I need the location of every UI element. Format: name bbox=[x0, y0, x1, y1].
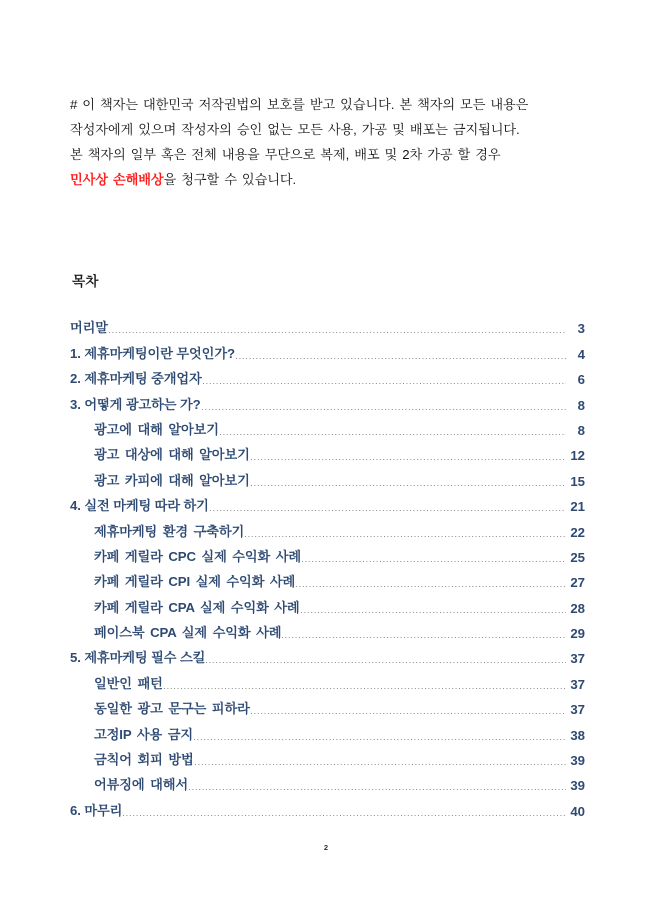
toc-entry[interactable] bbox=[70, 338, 585, 363]
toc-entry[interactable] bbox=[70, 719, 585, 744]
toc-entry-label: 4. 실전 마케팅 따라 하기 bbox=[70, 498, 209, 514]
toc-entry-page-number: 39 bbox=[570, 778, 585, 794]
toc-dot-leader bbox=[189, 789, 566, 790]
toc-entry[interactable] bbox=[70, 795, 585, 820]
toc-entry-page-number: 28 bbox=[570, 600, 585, 616]
toc-dot-leader bbox=[302, 561, 566, 562]
toc-entry-page-number: 21 bbox=[570, 499, 585, 515]
toc-entry-label: 페이스북 CPA 실제 수익화 사례 bbox=[94, 625, 282, 641]
notice-text: 을 청구할 수 있습니다. bbox=[163, 172, 297, 187]
toc-entry-page-number: 6 bbox=[577, 372, 585, 388]
toc-dot-leader bbox=[251, 485, 566, 486]
toc-entry[interactable] bbox=[70, 770, 585, 795]
toc-entry-label: 카페 게릴라 CPA 실제 수익화 사례 bbox=[94, 599, 300, 615]
toc-entry[interactable] bbox=[70, 465, 585, 490]
toc-entry-page-number: 38 bbox=[570, 727, 585, 743]
toc-entry-page-number: 37 bbox=[570, 676, 585, 692]
toc-entry[interactable] bbox=[70, 313, 585, 338]
notice-text: 본 책자의 일부 혹은 전체 내용을 무단으로 복제, 배포 및 2차 가공 할 경우 bbox=[70, 147, 501, 162]
toc-entry[interactable] bbox=[70, 491, 585, 516]
toc-entry-label: 광고 카피에 대해 알아보기 bbox=[94, 472, 250, 488]
toc-entry-label: 금칙어 회피 방법 bbox=[94, 752, 194, 768]
toc-dot-leader bbox=[251, 459, 566, 460]
toc-entry[interactable] bbox=[70, 440, 585, 465]
toc-entry-page-number: 29 bbox=[570, 626, 585, 642]
toc-entry[interactable] bbox=[70, 668, 585, 693]
toc-heading: 목차 bbox=[72, 274, 99, 289]
toc-entry[interactable] bbox=[70, 618, 585, 643]
toc-entry-label: 머리말 bbox=[70, 320, 108, 336]
toc-entry-page-number: 15 bbox=[570, 473, 585, 489]
toc-dot-leader bbox=[245, 536, 566, 537]
table-of-contents bbox=[70, 313, 585, 821]
toc-dot-leader bbox=[202, 409, 566, 410]
toc-entry-page-number: 4 bbox=[577, 346, 585, 362]
toc-dot-leader bbox=[206, 662, 566, 663]
toc-dot-leader bbox=[282, 637, 566, 638]
toc-entry[interactable] bbox=[70, 567, 585, 592]
toc-entry[interactable] bbox=[70, 643, 585, 668]
toc-entry-label: 광고에 대해 알아보기 bbox=[94, 421, 219, 437]
toc-entry-label: 고정IP 사용 금지 bbox=[94, 726, 193, 742]
toc-entry-page-number: 37 bbox=[570, 702, 585, 718]
toc-entry-page-number: 8 bbox=[577, 422, 585, 438]
toc-dot-leader bbox=[109, 332, 566, 333]
toc-entry-page-number: 27 bbox=[570, 575, 585, 591]
toc-entry[interactable] bbox=[70, 389, 585, 414]
toc-entry-label: 3. 어떻게 광고하는 가? bbox=[70, 396, 201, 412]
toc-entry-label: 6. 마무리 bbox=[70, 802, 123, 818]
toc-dot-leader bbox=[296, 586, 566, 587]
toc-dot-leader bbox=[236, 358, 566, 359]
toc-entry-page-number: 22 bbox=[570, 524, 585, 540]
toc-dot-leader bbox=[203, 383, 566, 384]
toc-entry-label: 2. 제휴마케팅 중개업자 bbox=[70, 371, 202, 387]
toc-dot-leader bbox=[195, 764, 566, 765]
toc-entry[interactable] bbox=[70, 592, 585, 617]
toc-dot-leader bbox=[194, 739, 566, 740]
notice-line bbox=[70, 92, 582, 117]
toc-entry-label: 카페 게릴라 CPI 실제 수익화 사례 bbox=[94, 574, 296, 590]
notice-text: 작성자에게 있으며 작성자의 승인 없는 모든 사용, 가공 및 배포는 금지됩니다. bbox=[70, 122, 520, 137]
toc-entry-label: 어뷰징에 대해서 bbox=[94, 777, 189, 793]
toc-entry-label: 5. 제휴마케팅 필수 스킬 bbox=[70, 650, 206, 666]
notice-line bbox=[70, 142, 582, 167]
toc-entry[interactable] bbox=[70, 415, 585, 440]
toc-entry-page-number: 39 bbox=[570, 753, 585, 769]
toc-entry[interactable] bbox=[70, 364, 585, 389]
toc-entry-label: 광고 대상에 대해 알아보기 bbox=[94, 447, 250, 463]
footer-page-number: 2 bbox=[323, 843, 329, 852]
toc-entry-page-number: 25 bbox=[570, 549, 585, 565]
toc-entry-page-number: 8 bbox=[577, 397, 585, 413]
notice-emphasis: 민사상 손해배상 bbox=[70, 172, 164, 187]
notice-line bbox=[70, 167, 582, 192]
toc-dot-leader bbox=[220, 434, 566, 435]
toc-entry[interactable] bbox=[70, 516, 585, 541]
toc-entry-label: 제휴마케팅 환경 구축하기 bbox=[94, 523, 245, 539]
toc-dot-leader bbox=[301, 612, 566, 613]
toc-entry-label: 동일한 광고 문구는 피하라 bbox=[94, 701, 250, 717]
toc-dot-leader bbox=[123, 815, 566, 816]
toc-dot-leader bbox=[210, 510, 566, 511]
toc-entry[interactable] bbox=[70, 542, 585, 567]
toc-entry[interactable] bbox=[70, 694, 585, 719]
copyright-notice bbox=[70, 92, 582, 192]
toc-dot-leader bbox=[251, 713, 566, 714]
toc-entry-page-number: 12 bbox=[570, 448, 585, 464]
toc-entry-label: 일반인 패턴 bbox=[94, 675, 163, 691]
notice-line bbox=[70, 117, 582, 142]
toc-entry-label: 카페 게릴라 CPC 실제 수익화 사례 bbox=[94, 548, 302, 564]
toc-entry-page-number: 37 bbox=[570, 651, 585, 667]
notice-text: # 이 책자는 대한민국 저작권법의 보호를 받고 있습니다. 본 책자의 모든 내용은 bbox=[70, 97, 529, 112]
toc-entry[interactable] bbox=[70, 745, 585, 770]
toc-entry-page-number: 3 bbox=[577, 321, 585, 337]
toc-entry-label: 1. 제휴마케팅이란 무엇인가? bbox=[70, 345, 235, 361]
toc-entry-page-number: 40 bbox=[570, 803, 585, 819]
toc-dot-leader bbox=[164, 688, 566, 689]
